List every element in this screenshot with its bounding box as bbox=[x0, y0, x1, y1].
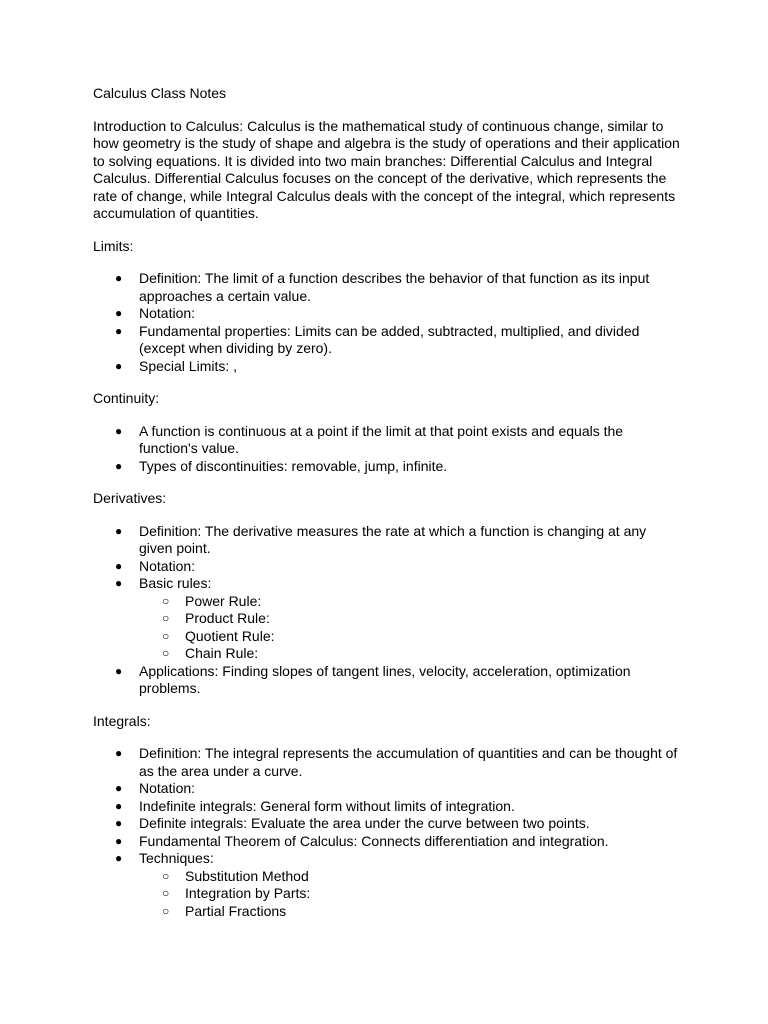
continuity-list bbox=[93, 423, 683, 476]
integrals-list bbox=[93, 745, 683, 920]
sub-list-item: ○ Quotient Rule: bbox=[162, 627, 275, 644]
sub-list-item: ○ Substitution Method bbox=[162, 867, 309, 884]
document-title: Calculus Class Notes bbox=[93, 85, 227, 101]
sub-bullet-icon: ○ bbox=[162, 611, 170, 625]
limits-heading: Limits: bbox=[93, 237, 134, 254]
list-item: ● A function is continuous at a point if the limit at that point exists and equals the function's value. bbox=[115, 422, 624, 456]
intro-paragraph: Introduction to Calculus: Calculus is the mathematical study of continuous change, similar to how geometry is the study of shape and algebra is the study of operations and their application to solving equations. It is divided into two main branches: Differential Calculus and Integral Calculus. Differential Calculus focuses on the concept of the derivative, which represents the rate of change, while Integral Calculus deals with the concept of the integral, which represents accumulation of quantities. bbox=[93, 117, 680, 221]
list-item: ● Definition: The integral represents the accumulation of quantities and can be thought of as the area under a curve. bbox=[115, 745, 678, 779]
bullet-icon: ● bbox=[115, 576, 123, 590]
list-item: ● Basic rules: ○ Power Rule: ○ Product Rule: ○ Quotient Rule: ○ Chain Rule: bbox=[93, 575, 683, 663]
sub-list-item: ○ Integration by Parts: bbox=[162, 885, 311, 901]
bullet-icon: ● bbox=[115, 306, 123, 320]
bullet-icon: ● bbox=[115, 851, 123, 865]
list-item: ● Techniques: ○ Substitution Method ○ Integration by Parts: ○ Partial Fractions bbox=[93, 850, 683, 920]
sub-list-item: ○ Product Rule: bbox=[162, 610, 270, 626]
list-item: ● Fundamental Theorem of Calculus: Connects differentiation and integration. bbox=[115, 832, 609, 849]
list-item: ● Definite integrals: Evaluate the area under the curve between two points. bbox=[115, 815, 590, 831]
list-item: ● Types of discontinuities: removable, jump, infinite. bbox=[115, 457, 448, 474]
list-item: ● Notation: bbox=[115, 305, 196, 321]
bullet-icon: ● bbox=[115, 558, 123, 573]
sub-bullet-icon: ○ bbox=[162, 903, 170, 918]
sub-bullet-icon: ○ bbox=[162, 628, 170, 643]
bullet-icon: ● bbox=[115, 781, 123, 795]
bullet-icon: ● bbox=[115, 358, 123, 373]
bullet-icon: ● bbox=[115, 816, 123, 830]
sub-bullet-icon: ○ bbox=[162, 886, 170, 900]
list-item: ● Indefinite integrals: General form without limits of integration. bbox=[115, 797, 515, 814]
bullet-icon: ● bbox=[115, 323, 123, 338]
list-item: ● Definition: The limit of a function describes the behavior of that function as its input approaches a certain value. bbox=[115, 270, 650, 304]
list-item: ● Applications: Finding slopes of tangent lines, velocity, acceleration, optimization problems. bbox=[115, 662, 631, 696]
sub-list-item: ○ Partial Fractions bbox=[162, 902, 287, 919]
bullet-icon: ● bbox=[115, 271, 123, 285]
list-item: ● Special Limits: , bbox=[115, 357, 238, 374]
bullet-icon: ● bbox=[115, 833, 123, 848]
derivatives-list bbox=[93, 523, 683, 698]
sub-bullet-icon: ○ bbox=[162, 646, 170, 660]
bullet-icon: ● bbox=[115, 746, 123, 760]
bullet-icon: ● bbox=[115, 663, 123, 678]
list-item: ● Notation: bbox=[115, 557, 196, 574]
sub-bullet-icon: ○ bbox=[162, 593, 170, 608]
list-item: ● Definition: The derivative measures the rate at which a function is changing at any given point. bbox=[115, 522, 647, 556]
sub-bullet-icon: ○ bbox=[162, 868, 170, 883]
list-item: ● Fundamental properties: Limits can be added, subtracted, multiplied, and divided (except when dividing by zero). bbox=[115, 322, 640, 356]
bullet-icon: ● bbox=[115, 423, 123, 438]
sub-list-item: ○ Power Rule: bbox=[162, 592, 262, 609]
sub-list-item: ○ Chain Rule: bbox=[162, 645, 259, 661]
integrals-heading: Integrals: bbox=[93, 712, 151, 729]
document-page bbox=[93, 85, 683, 935]
basic-rules-sublist bbox=[139, 593, 683, 663]
bullet-icon: ● bbox=[115, 523, 123, 538]
derivatives-heading: Derivatives: bbox=[93, 490, 167, 506]
list-item: ● Notation: bbox=[115, 780, 196, 796]
bullet-icon: ● bbox=[115, 458, 123, 473]
techniques-sublist bbox=[139, 868, 683, 921]
limits-list bbox=[93, 270, 683, 375]
continuity-heading: Continuity: bbox=[93, 390, 160, 406]
bullet-icon: ● bbox=[115, 798, 123, 813]
